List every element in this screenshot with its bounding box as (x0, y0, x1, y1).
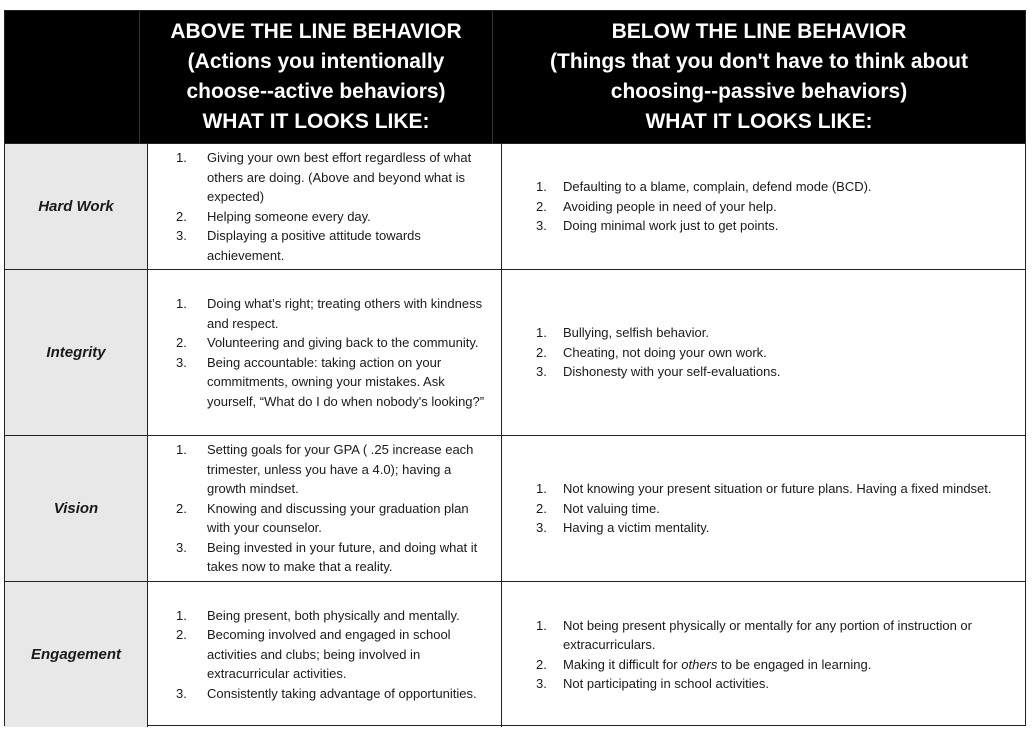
list-item: 1. Not being present physically or mentally for any portion of instruction or extracurriculars. (536, 617, 972, 652)
above-cell (148, 144, 502, 269)
list-item: 3. Displaying a positive attitude towards achievement. (176, 228, 421, 263)
list-item: 1. Bullying, selfish behavior. (536, 325, 709, 341)
table-row (5, 269, 1025, 435)
above-cell (148, 436, 502, 581)
below-list (536, 616, 1015, 694)
row-label-hard-work: Hard Work (5, 144, 148, 269)
below-list (536, 177, 872, 236)
table-row (5, 581, 1025, 727)
list-item: 3. Dishonesty with your self-evaluations. (536, 364, 781, 380)
list-item: 2. Becoming involved and engaged in school activities and clubs; being involved in extracurricular activities. (176, 627, 451, 682)
below-cell (502, 582, 1025, 727)
list-item: 2. Not valuing time. (536, 500, 660, 516)
below-list (536, 479, 992, 538)
list-item: 1. Giving your own best effort regardless of what others are doing. (Above and beyond what is expected) (176, 150, 472, 204)
above-cell (148, 270, 502, 435)
list-item: 1. Defaulting to a blame, complain, defend mode (BCD). (536, 179, 872, 195)
header-below-the-line: BELOW THE LINE BEHAVIOR (Things that you don't have to think about choosing--passive behaviors) WHAT IT LOOKS LIKE: (550, 20, 968, 133)
row-label-engagement: Engagement (5, 582, 148, 727)
above-cell (148, 582, 502, 727)
list-item: 2. Making it difficult for others to be engaged in learning. (536, 656, 872, 672)
list-item: 3. Being accountable: taking action on your commitments, owning your mistakes. Ask yourself, “What do I do when nobody's looking?” (176, 354, 485, 409)
list-item: 3. Doing minimal work just to get points. (536, 218, 779, 234)
list-item: 1. Doing what’s right; treating others with kindness and respect. (176, 296, 483, 331)
list-item: 1. Setting goals for your GPA ( .25 increase each trimester, unless you have a 4.0); having a growth mindset. (176, 442, 474, 497)
header-above-the-line: ABOVE THE LINE BEHAVIOR (Actions you intentionally choose--active behaviors) WHAT IT LOOKS LIKE: (140, 11, 493, 143)
table-row (5, 143, 1025, 269)
list-item: 2. Helping someone every day. (176, 208, 371, 224)
list-item: 1. Being present, both physically and mentally. (176, 607, 460, 623)
row-label-integrity: Integrity (5, 270, 148, 435)
list-item: 2. Cheating, not doing your own work. (536, 344, 767, 360)
list-item: 3. Not participating in school activities. (536, 676, 769, 691)
table-row (5, 435, 1025, 581)
above-list (176, 606, 491, 704)
below-cell (502, 144, 1025, 269)
list-item: 2. Knowing and discussing your graduation plan with your counselor. (176, 500, 469, 536)
table-header (5, 11, 1025, 143)
list-item: 3. Being invested in your future, and doing what it takes now to make that a reality. (176, 539, 478, 575)
list-item: 3. Consistently taking advantage of opportunities. (176, 685, 477, 701)
list-item: 2. Volunteering and giving back to the community. (176, 335, 479, 350)
below-cell (502, 436, 1025, 581)
above-list (176, 148, 491, 265)
row-label-vision: Vision (5, 436, 148, 581)
list-item: 1. Not knowing your present situation or future plans. Having a fixed mindset. (536, 481, 992, 497)
above-list (176, 440, 491, 577)
below-cell (502, 270, 1025, 435)
above-list (176, 294, 491, 411)
list-item: 3. Having a victim mentality. (536, 520, 710, 536)
header-blank-cell (5, 11, 140, 143)
behavior-table (4, 10, 1026, 726)
below-list (536, 323, 781, 382)
list-item: 2. Avoiding people in need of your help. (536, 198, 777, 214)
